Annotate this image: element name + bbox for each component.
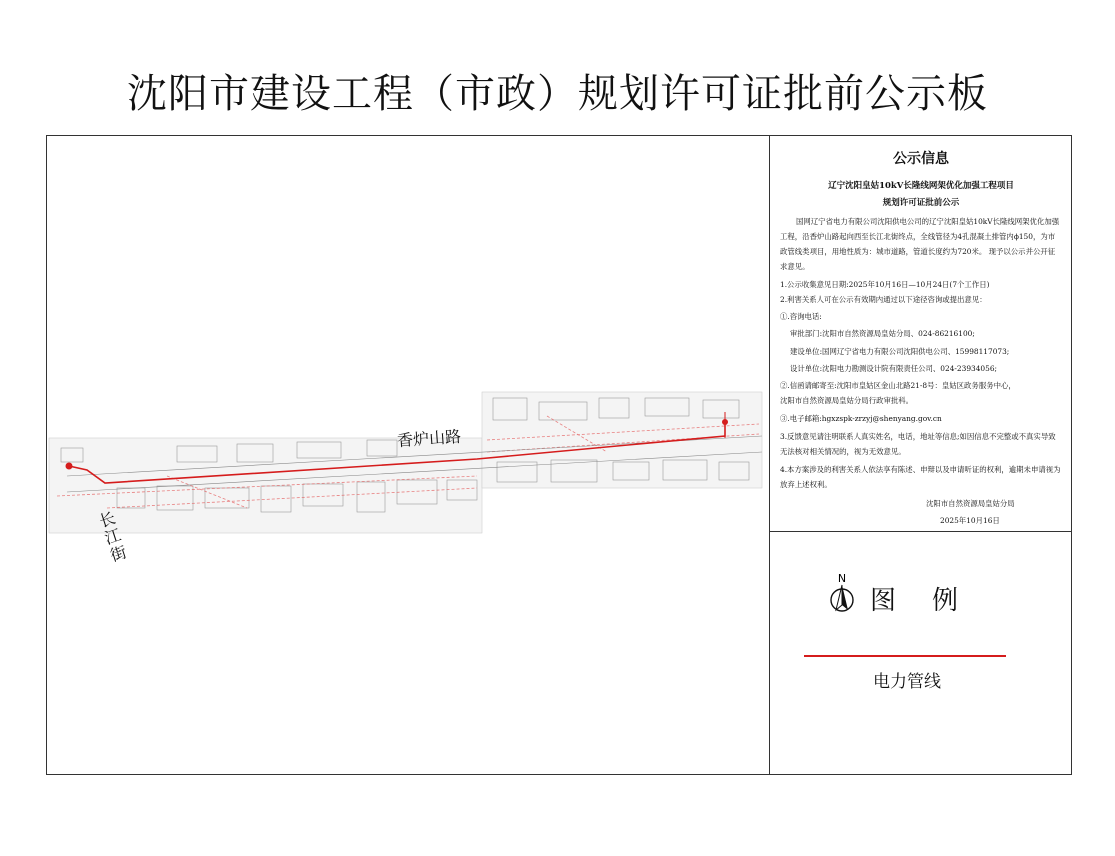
notice-item-4: 4.本方案涉及的利害关系人依法享有陈述、申辩以及申请听证的权利，逾期未申请视为放弃上述权利。 [780,465,1061,489]
map-background [49,392,762,533]
page-title: 沈阳市建设工程（市政）规划许可证批前公示板 [127,71,988,117]
notice-item-2-sub1: ①.咨询电话: [780,312,822,321]
project-title-line1: 辽宁沈阳皇姑10kV长隆线网架优化加强工程项目 [828,181,1014,191]
map-panel [47,136,770,774]
north-label: N [837,572,847,585]
site-map [47,136,769,774]
notice-info-panel [770,136,1072,532]
contact-builder: 建设单位:国网辽宁省电力有限公司沈阳供电公司、15998117073; [790,347,1010,356]
route-start-point [66,463,73,470]
issue-date: 2025年10月16日 [940,516,1000,525]
contact-approval: 审批部门:沈阳市自然资源局皇姑分局、024-86216100; [790,329,975,338]
north-arrow-icon [826,572,858,616]
notice-item-2-sub2-line2: 沈阳市自然资源局皇姑分局行政审批科。 [780,396,914,405]
notice-board [46,135,1072,775]
notice-item-2-sub2-line1: ②.信函请邮寄至:沈阳市皇姑区金山北路21-8号：皇姑区政务服务中心， [780,381,1016,390]
project-title-line2: 规划许可证批前公示 [882,198,960,208]
notice-item-1: 1.公示收集意见日期:2025年10月16日—10月24日(7个工作日) [780,280,990,289]
notice-item-2: 2.利害关系人可在公示有效期内通过以下途径咨询或提出意见： [780,295,987,304]
legend-title: 图例 [870,586,995,616]
legend-panel [770,532,1072,774]
road-label-changjiang-text: 长江街 [96,508,129,566]
info-heading: 公示信息 [893,151,949,167]
issuer-signature: 沈阳市自然资源局皇姑分局 [926,499,1015,508]
notice-item-2-sub3: ③.电子邮箱:hgxzspk-zrzyj@shenyang.gov.cn [780,414,942,423]
legend-power-line-swatch [804,655,1006,657]
project-description: 国网辽宁省电力有限公司沈阳供电公司的辽宁沈阳皇姑10kV长隆线网架优化加强工程，沿香炉山路起向西至长江北街终点，全线管径为4孔混凝土排管内ϕ150，为市政管线类项目，用地性质为：城市道路，管道长度约为720米。 现予以公示并公开征求意见。 [780,217,1060,271]
contact-designer: 设计单位:沈阳电力勘测设计院有限责任公司、024-23934056; [790,364,998,373]
notice-item-3: 3.反馈意见请注明联系人真实姓名，电话，地址等信息;如因信息不完整或不真实导致无法核对相关情况的，视为无效意见。 [780,432,1056,456]
road-label-xianglu: 香炉山路 [396,426,462,451]
legend-power-line-label: 电力管线 [873,672,941,692]
